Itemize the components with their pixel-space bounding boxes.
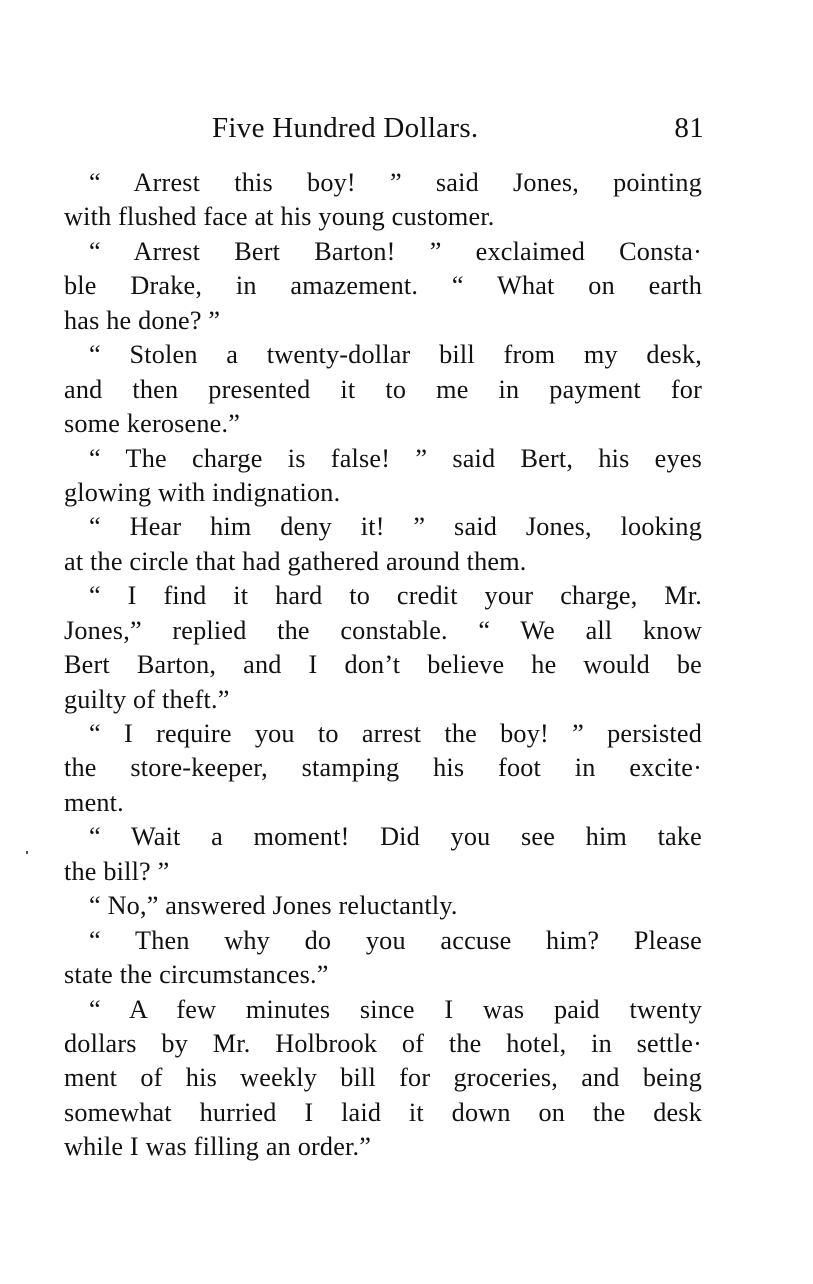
text-line: has he done? ”: [64, 305, 221, 335]
text-line: and then presented it to me in payment for: [64, 374, 702, 404]
text-line: some kerosene.”: [64, 409, 241, 439]
page-number: 81: [674, 112, 704, 144]
text-line: “ Stolen a twenty-dollar bill from my desk,: [89, 340, 702, 370]
text-line: Bert Barton, and I don’t believe he would be: [64, 650, 702, 680]
text-line: guilty of theft.”: [64, 684, 230, 714]
print-speck: [26, 851, 28, 854]
text-line: “ No,” answered Jones reluctantly.: [89, 891, 458, 921]
text-line: the bill? ”: [64, 856, 170, 886]
text-line: Jones,” replied the constable. “ We all know: [64, 615, 702, 645]
text-line: somewhat hurried I laid it down on the desk: [64, 1097, 702, 1127]
text-line: dollars by Mr. Holbrook of the hotel, in settle·: [64, 1028, 702, 1058]
text-line: “ Wait a moment! Did you see him take: [89, 822, 702, 852]
text-line: while I was filling an order.”: [64, 1132, 372, 1162]
text-line: “ Then why do you accuse him? Please: [89, 925, 702, 955]
text-line: “ I find it hard to credit your charge, Mr.: [89, 581, 702, 611]
text-line: “ Arrest Bert Barton! ” exclaimed Consta·: [89, 236, 702, 266]
text-line: “ A few minutes since I was paid twenty: [89, 994, 702, 1024]
page-header: [64, 112, 704, 152]
text-line: at the circle that had gathered around them.: [64, 546, 527, 576]
running-title: Five Hundred Dollars.: [212, 112, 479, 144]
text-line: ment.: [64, 787, 124, 817]
text-line: “ The charge is false! ” said Bert, his eyes: [89, 443, 702, 473]
text-line: glowing with indignation.: [64, 477, 341, 507]
text-line: ment of his weekly bill for groceries, and being: [64, 1063, 702, 1093]
text-line: “ Arrest this boy! ” said Jones, pointing: [89, 168, 702, 197]
text-line: the store-keeper, stamping his foot in excite·: [64, 753, 702, 783]
text-line: state the circumstances.”: [64, 960, 329, 990]
text-line: ble Drake, in amazement. “ What on earth: [64, 271, 702, 301]
body-text: [64, 166, 702, 1165]
text-line: “ I require you to arrest the boy! ” persisted: [89, 719, 702, 748]
text-line: “ Hear him deny it! ” said Jones, looking: [89, 512, 702, 542]
text-line: with flushed face at his young customer.: [64, 202, 495, 232]
